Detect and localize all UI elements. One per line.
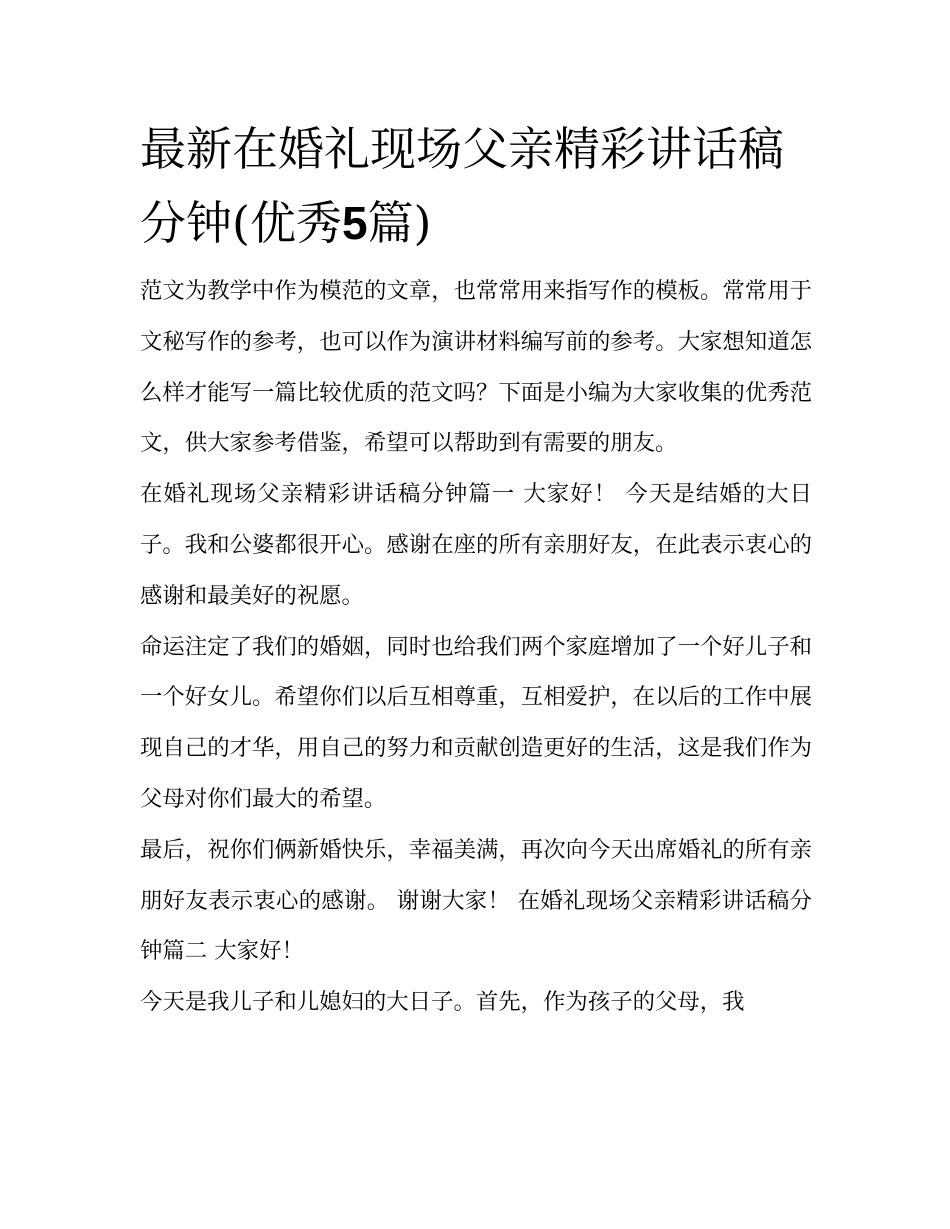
paragraph-intro: 范文为教学中作为模范的文章，也常常用来指写作的模板。常常用于文秘写作的参考，也可以作为演讲材料编写前的参考。大家想知道怎么样才能写一篇比较优质的范文吗？下面是小编为大家收集的优秀范文，供大家参考借鉴，希望可以帮助到有需要的朋友。 xyxy=(140,278,812,457)
title-number: 5 xyxy=(341,197,368,249)
document-title xyxy=(140,112,812,260)
paragraph-speech-one-opening: 在婚礼现场父亲精彩讲话稿分钟篇一 大家好！ 今天是结婚的大日子。我和公婆都很开心。感谢在座的所有亲朋好友，在此表示衷心的感谢和最美好的祝愿。 xyxy=(140,481,812,609)
document-content xyxy=(140,112,812,1028)
paragraph-speech-two-start: 今天是我儿子和儿媳妇的大日子。首先，作为孩子的父母，我 xyxy=(140,989,745,1016)
title-text-part2: 篇) xyxy=(367,196,432,250)
paragraph-speech-one-closing: 最后，祝你们俩新婚快乐，幸福美满，再次向今天出席婚礼的所有亲朋好友表示衷心的感谢。 谢谢大家！ 在婚礼现场父亲精彩讲话稿分钟篇二 大家好！ xyxy=(140,836,812,965)
title-text-part1: 最新在婚礼现场父亲精彩讲话稿分钟(优秀 xyxy=(140,122,784,250)
paragraph-speech-one-body: 命运注定了我们的婚姻，同时也给我们两个家庭增加了一个好儿子和一个好女儿。希望你们以后互相尊重，互相爱护，在以后的工作中展现自己的才华，用自己的努力和贡献创造更好的生活，这是我们作为父母对你们最大的希望。 xyxy=(140,633,812,812)
